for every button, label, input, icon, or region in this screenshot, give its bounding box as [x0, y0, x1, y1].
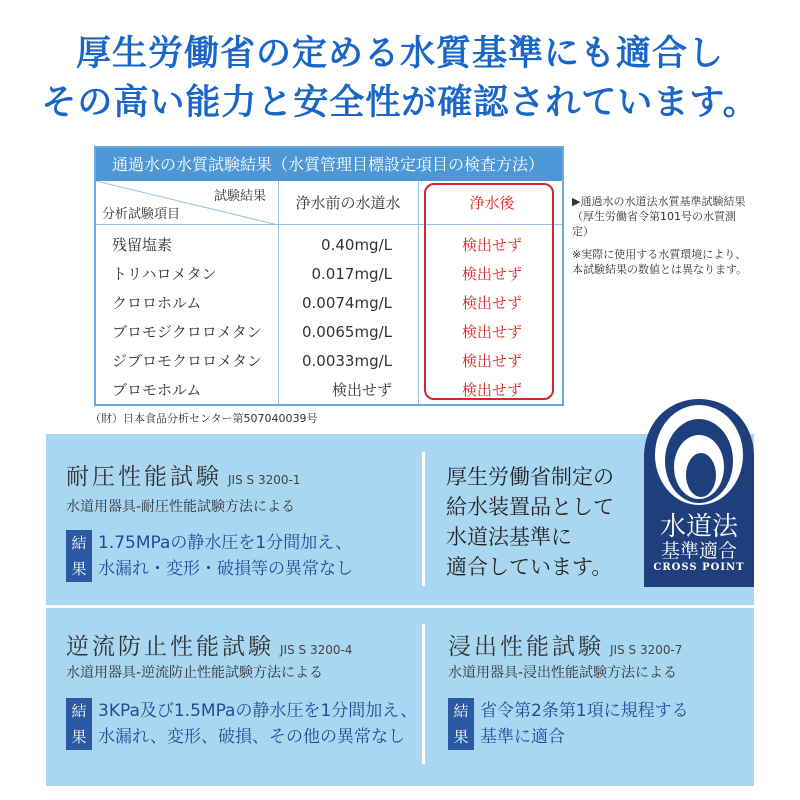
- seal-text-brand: CROSS POINT: [653, 562, 745, 573]
- result-line: 基準に適合: [480, 727, 565, 747]
- panel-divider: [422, 624, 425, 764]
- result-text: [98, 530, 353, 582]
- compliance-line: 水道法基準に: [446, 525, 572, 549]
- backflow-test-method: 水道用器具-逆流防止性能試験方法による: [66, 665, 324, 681]
- compliance-line: 給水装置品として: [446, 495, 614, 519]
- headline-line-2: その高い能力と安全性が確認されています。: [41, 83, 759, 123]
- row-before: 0.0033mg/L: [301, 352, 392, 370]
- row-name: クロロホルム: [112, 294, 202, 312]
- result-line: 水漏れ・変形・破損等の異常なし: [98, 559, 353, 579]
- side-note-2: ※実際に使用する水質環境により、本試験結果の数値とは異なります。: [572, 248, 748, 276]
- pressure-test-method: 水道用器具-耐圧性能試験方法による: [66, 499, 296, 515]
- header-item-label: 分析試験項目: [102, 207, 181, 222]
- backflow-test-heading: 逆流防止性能試験: [66, 634, 274, 660]
- panel-divider: [46, 605, 754, 608]
- panel-divider: [422, 452, 425, 586]
- row-name: ブロモホルム: [112, 381, 202, 399]
- header-after: 浄水後: [469, 194, 515, 212]
- row-name: ジブロモクロロメタン: [112, 352, 263, 370]
- row-before: 0.40mg/L: [321, 236, 392, 254]
- row-name: 残留塩素: [112, 236, 173, 254]
- pressure-test-result: [66, 530, 353, 582]
- header-before: 浄水前の水道水: [295, 194, 401, 212]
- pressure-test-heading: 耐圧性能試験: [66, 464, 222, 490]
- row-after: 検出せず: [461, 265, 522, 283]
- row-before: 0.0074mg/L: [301, 294, 392, 312]
- backflow-test-jis: JIS S 3200-4: [280, 643, 353, 657]
- result-line: 1.75MPaの静水圧を1分間加え、: [98, 533, 353, 553]
- compliance-line: 適合しています。: [446, 555, 613, 579]
- result-line: 水漏れ、変形、破損、その他の異常なし: [98, 727, 406, 747]
- row-after: 検出せず: [461, 352, 522, 370]
- leaching-test-heading: 浸出性能試験: [448, 634, 604, 660]
- row-after: 検出せず: [461, 323, 522, 341]
- side-note: [572, 194, 748, 285]
- result-badge: 結果: [66, 530, 92, 582]
- seal-text-sub: 基準適合: [660, 540, 737, 562]
- backflow-test-title: [66, 628, 352, 661]
- result-line: 省令第2条第1項に規程する: [480, 701, 689, 721]
- result-badge: 結果: [66, 698, 92, 750]
- seal-text-main: 水道法: [659, 512, 738, 542]
- pressure-test-title: [66, 458, 300, 491]
- row-name: トリハロメタン: [112, 265, 217, 283]
- backflow-test-result: [66, 698, 417, 750]
- header-result-label: 試験結果: [214, 189, 267, 204]
- result-badge: 結果: [448, 698, 474, 750]
- row-before: 0.0065mg/L: [301, 323, 392, 341]
- compliance-line: 厚生労働省制定の: [446, 465, 614, 489]
- headline-line-1: 厚生労働省の定める水質基準にも適合し: [75, 34, 724, 74]
- row-after: 検出せず: [461, 381, 522, 399]
- row-after: 検出せず: [461, 236, 522, 254]
- table-source-note: （財）日本食品分析センター第507040039号: [90, 412, 318, 425]
- headline: [0, 30, 800, 128]
- result-text: [480, 698, 689, 750]
- row-before: 検出せず: [331, 381, 392, 399]
- after-column-highlight: [424, 183, 554, 400]
- row-after: 検出せず: [461, 294, 522, 312]
- leaching-test-result: [448, 698, 689, 750]
- row-name: ブロモジクロロメタン: [112, 323, 262, 341]
- row-before: 0.017mg/L: [311, 265, 392, 283]
- pressure-test-jis: JIS S 3200-1: [228, 473, 301, 487]
- leaching-test-method: 水道用器具-浸出性能試験方法による: [448, 665, 678, 681]
- compliance-statement: [446, 462, 614, 582]
- result-line: 3KPa及び1.5MPaの静水圧を1分間加え、: [98, 701, 418, 721]
- leaching-test-jis: JIS S 3200-7: [610, 643, 683, 657]
- result-text: [98, 698, 417, 750]
- side-note-1: ▶通過水の水道法水質基準試験結果（厚生労働省令第101号の水質測定）: [572, 195, 746, 238]
- table-title: 通過水の水質試験結果（水質管理目標設定項目の検査方法）: [96, 148, 562, 181]
- leaching-test-title: [448, 628, 682, 661]
